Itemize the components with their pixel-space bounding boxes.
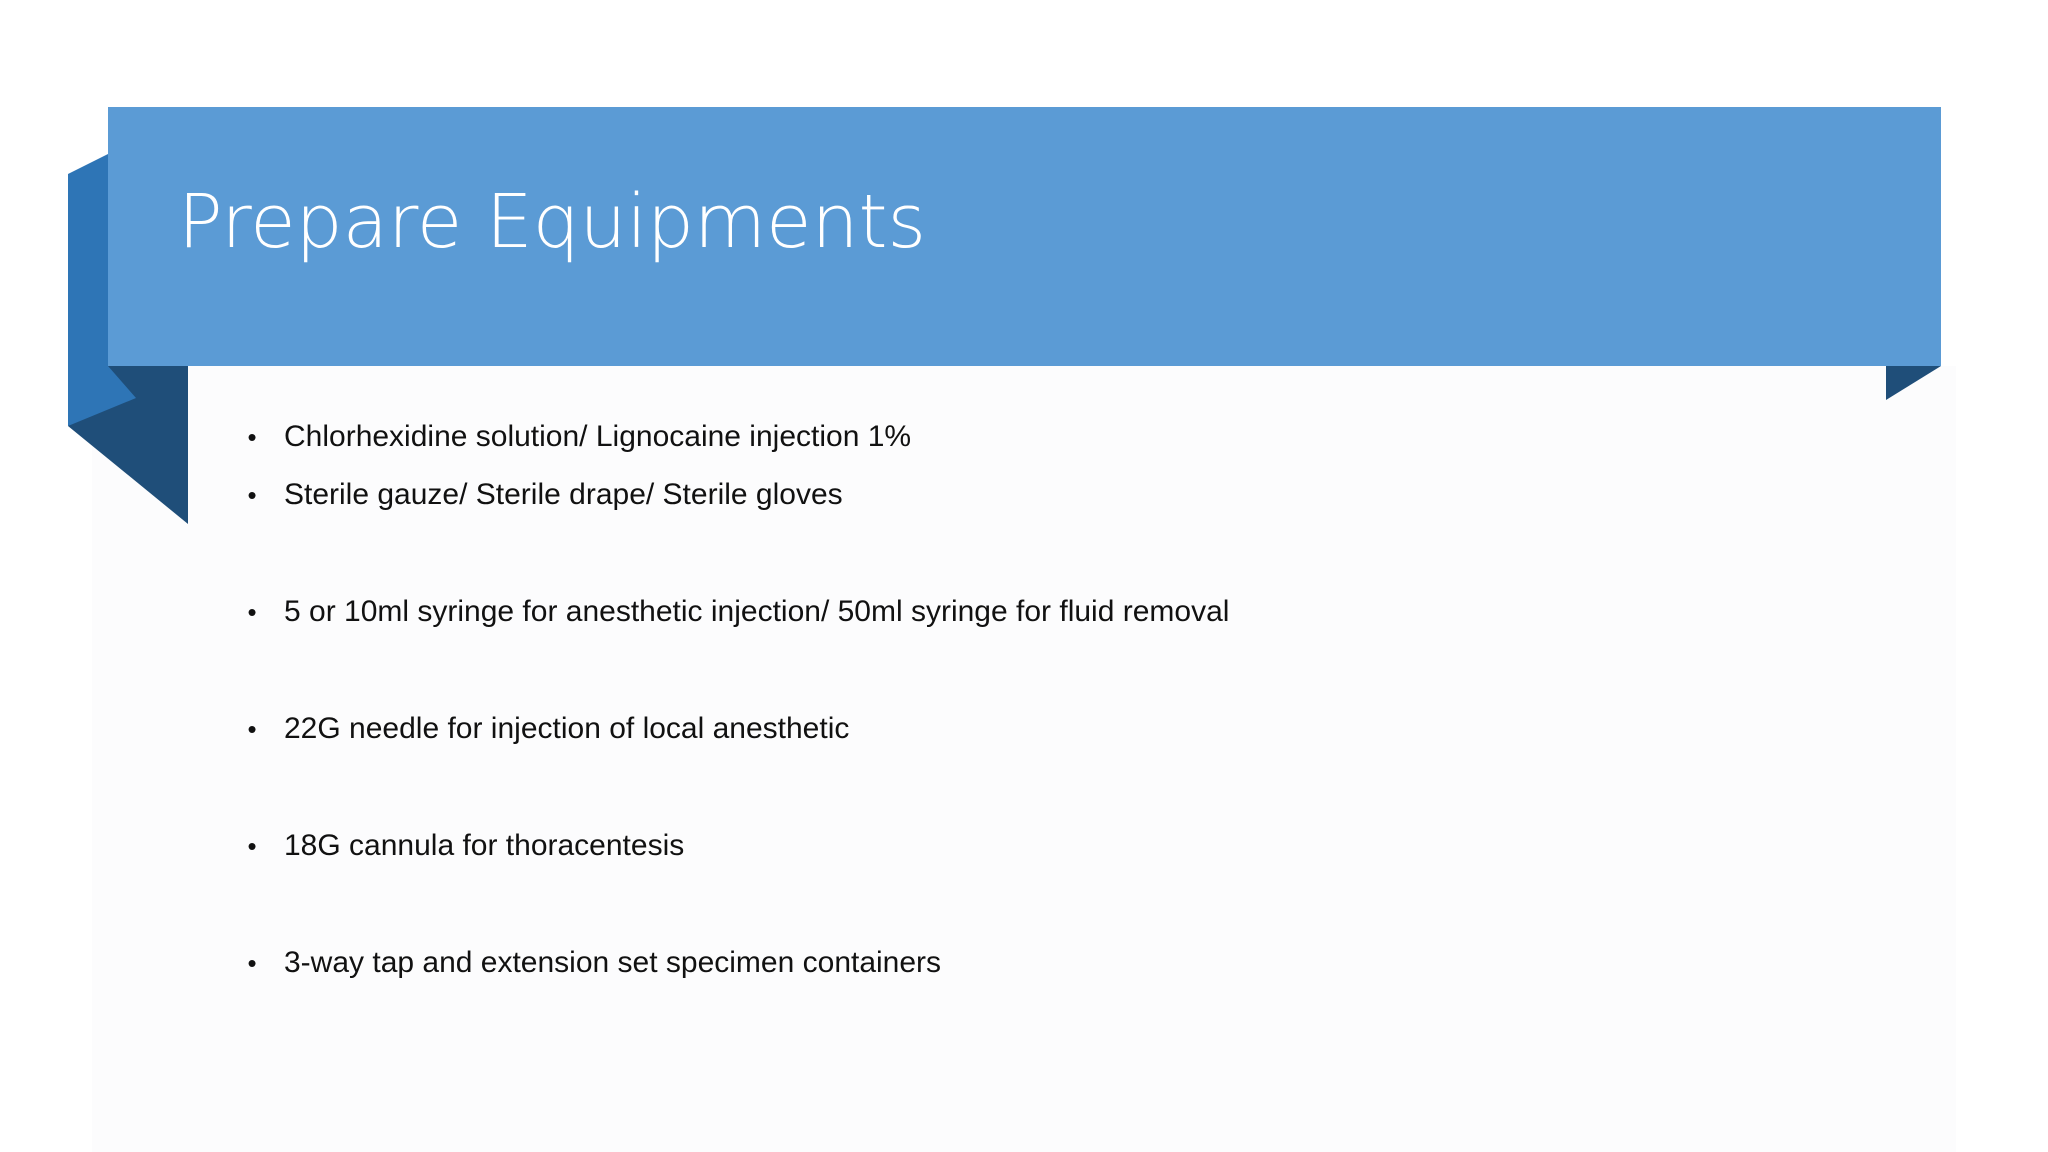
bullet-item-3	[244, 589, 1229, 635]
title-bar	[108, 107, 1941, 366]
bullet-icon: •	[247, 714, 257, 744]
bullet-item-2	[244, 472, 1229, 518]
bullet-text: 3-way tap and extension set specimen containers	[284, 946, 942, 979]
bullet-icon: •	[247, 480, 257, 510]
bullet-icon: •	[247, 948, 257, 978]
bullet-list	[244, 414, 1229, 986]
bullet-item-5	[244, 823, 1229, 869]
bullet-icon: •	[247, 422, 257, 452]
bullet-text: 18G cannula for thoracentesis	[284, 829, 685, 862]
ribbon-right-fold	[1886, 366, 1941, 400]
bullet-item-4	[244, 706, 1229, 752]
bullet-icon: •	[247, 597, 257, 627]
bullet-text: Chlorhexidine solution/ Lignocaine injection 1%	[284, 420, 912, 453]
slide-title: Prepare Equipments	[178, 179, 927, 265]
bullet-item-6	[244, 940, 1229, 986]
bullet-item-1	[244, 414, 1229, 460]
bullet-text: 5 or 10ml syringe for anesthetic injection/ 50ml syringe for fluid removal	[284, 595, 1230, 628]
bullet-text: Sterile gauze/ Sterile drape/ Sterile gloves	[284, 478, 843, 511]
bullet-icon: •	[247, 831, 257, 861]
bullet-text: 22G needle for injection of local anesthetic	[284, 712, 850, 745]
